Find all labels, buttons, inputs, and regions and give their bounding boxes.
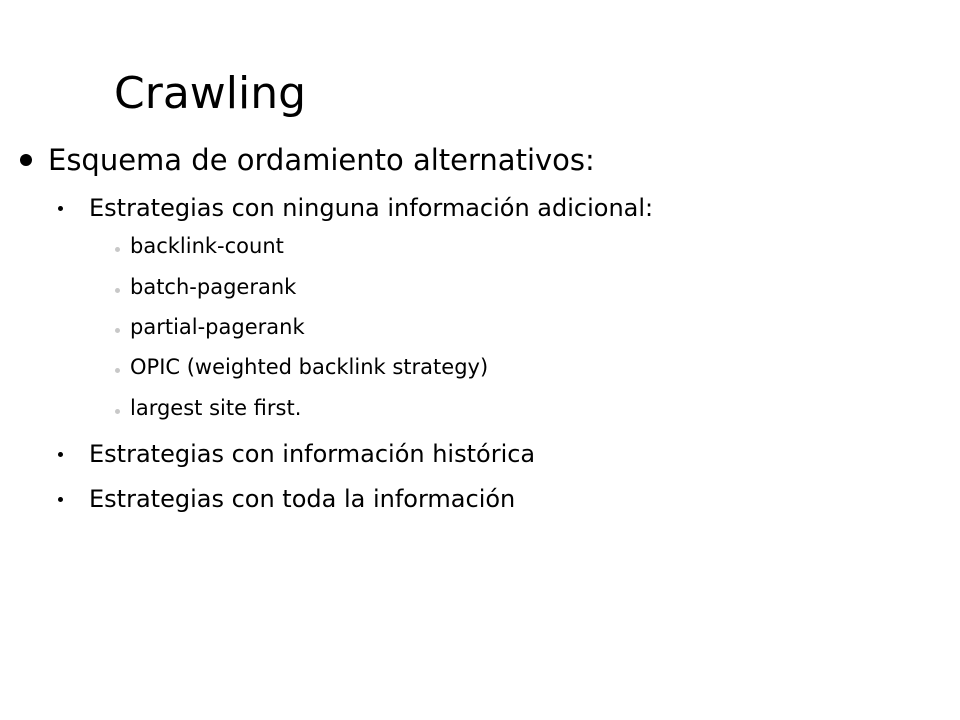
bullet-level3-text: backlink-count	[130, 234, 284, 258]
bullet-dot-icon	[115, 288, 120, 293]
bullet-level1-text: Esquema de ordamiento alternativos:	[48, 143, 595, 177]
bullet-dot-icon	[115, 247, 120, 252]
bullet-dot-icon	[115, 328, 120, 333]
bullet-dot-icon	[58, 206, 63, 211]
bullet-level3-text: OPIC (weighted backlink strategy)	[130, 355, 489, 379]
bullet-level3-text: batch-pagerank	[130, 275, 297, 299]
bullet-dot-icon	[58, 452, 63, 457]
bullet-level3-text: largest site first.	[130, 396, 302, 420]
bullet-level2-text: Estrategias con información histórica	[89, 440, 536, 468]
slide-title: Crawling	[114, 68, 307, 119]
bullet-level2-text: Estrategias con toda la información	[89, 485, 516, 513]
bullet-dot-icon	[20, 154, 32, 166]
bullet-dot-icon	[115, 409, 120, 414]
bullet-dot-icon	[115, 368, 120, 373]
bullet-dot-icon	[58, 497, 63, 502]
bullet-level2-text: Estrategias con ninguna información adicional:	[89, 194, 654, 222]
bullet-level3-text: partial-pagerank	[130, 315, 305, 339]
